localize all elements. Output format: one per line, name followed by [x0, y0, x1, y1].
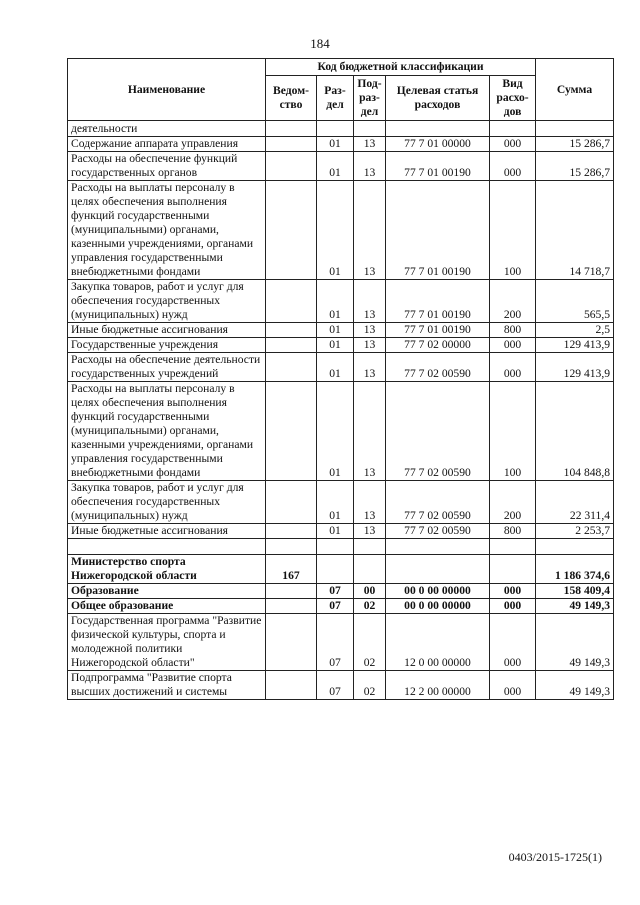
cell-name: Иные бюджетные ассигнования — [68, 524, 266, 539]
cell-type: 200 — [490, 481, 536, 524]
table-row — [68, 338, 614, 353]
cell-subsection: 00 — [354, 584, 386, 599]
cell-target: 77 7 02 00590 — [386, 382, 490, 481]
cell-sum: 2 253,7 — [536, 524, 614, 539]
table-row — [68, 323, 614, 338]
cell-target: 77 7 01 00190 — [386, 152, 490, 181]
cell-sum: 2,5 — [536, 323, 614, 338]
cell-dept — [266, 323, 317, 338]
cell-section: 01 — [317, 280, 354, 323]
cell-dept — [266, 599, 317, 614]
cell-dept — [266, 280, 317, 323]
table-row — [68, 671, 614, 700]
cell-target: 77 7 01 00000 — [386, 137, 490, 152]
cell-sum: 49 149,3 — [536, 614, 614, 671]
table-row — [68, 181, 614, 280]
cell-sum: 49 149,3 — [536, 599, 614, 614]
table-row — [68, 382, 614, 481]
cell-sum: 158 409,4 — [536, 584, 614, 599]
cell-section: 01 — [317, 137, 354, 152]
cell-type: 000 — [490, 614, 536, 671]
cell-name — [68, 539, 266, 555]
cell-name: Образование — [68, 584, 266, 599]
cell-dept — [266, 539, 317, 555]
cell-dept — [266, 671, 317, 700]
page-number: 184 — [310, 36, 330, 51]
cell-target: 00 0 00 00000 — [386, 584, 490, 599]
cell-sum: 129 413,9 — [536, 338, 614, 353]
cell-section: 01 — [317, 382, 354, 481]
cell-dept — [266, 481, 317, 524]
cell-subsection: 02 — [354, 614, 386, 671]
cell-section: 01 — [317, 323, 354, 338]
cell-sum: 1 186 374,6 — [536, 555, 614, 584]
cell-target: 00 0 00 00000 — [386, 599, 490, 614]
cell-name: Общее образование — [68, 599, 266, 614]
cell-subsection: 02 — [354, 671, 386, 700]
col-header-section: Раз-дел — [317, 76, 354, 121]
cell-dept — [266, 614, 317, 671]
table-row — [68, 614, 614, 671]
cell-subsection — [354, 539, 386, 555]
cell-name: деятельности — [68, 121, 266, 137]
cell-target: 77 7 02 00590 — [386, 353, 490, 382]
cell-name: Государственная программа "Развитие физической культуры, спорта и молодежной политики Нижегородской области" — [68, 614, 266, 671]
cell-target: 77 7 02 00590 — [386, 481, 490, 524]
cell-name: Содержание аппарата управления — [68, 137, 266, 152]
cell-section: 07 — [317, 599, 354, 614]
table-row — [68, 481, 614, 524]
cell-type: 100 — [490, 181, 536, 280]
table-row — [68, 599, 614, 614]
cell-subsection: 13 — [354, 137, 386, 152]
cell-section — [317, 555, 354, 584]
cell-sum — [536, 121, 614, 137]
cell-sum: 129 413,9 — [536, 353, 614, 382]
cell-section: 01 — [317, 152, 354, 181]
table-row — [68, 584, 614, 599]
cell-type — [490, 539, 536, 555]
cell-dept — [266, 353, 317, 382]
cell-section — [317, 539, 354, 555]
cell-name: Закупка товаров, работ и услуг для обеспечения государственных (муниципальных) нужд — [68, 481, 266, 524]
cell-type: 000 — [490, 137, 536, 152]
table-row — [68, 555, 614, 584]
cell-section: 07 — [317, 614, 354, 671]
col-header-sum: Сумма — [536, 59, 614, 121]
cell-subsection: 13 — [354, 481, 386, 524]
cell-type: 800 — [490, 323, 536, 338]
cell-subsection: 13 — [354, 280, 386, 323]
cell-section: 01 — [317, 181, 354, 280]
cell-dept: 167 — [266, 555, 317, 584]
cell-subsection: 13 — [354, 382, 386, 481]
table-row — [68, 137, 614, 152]
cell-target — [386, 539, 490, 555]
cell-target: 77 7 01 00190 — [386, 280, 490, 323]
col-header-subsection: Под-раз-дел — [354, 76, 386, 121]
cell-name: Закупка товаров, работ и услуг для обеспечения государственных (муниципальных) нужд — [68, 280, 266, 323]
col-header-dept: Ведом-ство — [266, 76, 317, 121]
cell-name: Расходы на обеспечение деятельности государственных учреждений — [68, 353, 266, 382]
cell-dept — [266, 524, 317, 539]
cell-target: 12 0 00 00000 — [386, 614, 490, 671]
cell-sum: 104 848,8 — [536, 382, 614, 481]
cell-subsection: 02 — [354, 599, 386, 614]
cell-section — [317, 121, 354, 137]
col-header-type: Вид расхо-дов — [490, 76, 536, 121]
cell-section: 07 — [317, 671, 354, 700]
col-header-group: Код бюджетной классификации — [266, 59, 536, 76]
table-row — [68, 152, 614, 181]
cell-type: 000 — [490, 599, 536, 614]
cell-name: Расходы на выплаты персоналу в целях обеспечения выполнения функций государственными (муниципальными) органами, казенными учреждениями, органами управления государственными внебюджетными фондами — [68, 382, 266, 481]
cell-section: 01 — [317, 524, 354, 539]
cell-section: 07 — [317, 584, 354, 599]
cell-sum: 49 149,3 — [536, 671, 614, 700]
cell-type: 200 — [490, 280, 536, 323]
cell-target: 12 2 00 00000 — [386, 671, 490, 700]
cell-subsection — [354, 555, 386, 584]
cell-section: 01 — [317, 338, 354, 353]
cell-sum: 15 286,7 — [536, 137, 614, 152]
cell-type: 000 — [490, 152, 536, 181]
cell-sum — [536, 539, 614, 555]
table-row — [68, 353, 614, 382]
cell-subsection: 13 — [354, 353, 386, 382]
cell-name: Иные бюджетные ассигнования — [68, 323, 266, 338]
cell-type — [490, 555, 536, 584]
table-row — [68, 121, 614, 137]
cell-sum: 14 718,7 — [536, 181, 614, 280]
cell-name: Расходы на выплаты персоналу в целях обеспечения выполнения функций государственными (муниципальными) органами, казенными учреждениями, органами управления государственными внебюджетными фондами — [68, 181, 266, 280]
cell-sum: 565,5 — [536, 280, 614, 323]
cell-target: 77 7 01 00190 — [386, 181, 490, 280]
cell-type — [490, 121, 536, 137]
cell-subsection: 13 — [354, 181, 386, 280]
table-row — [68, 539, 614, 555]
cell-name: Расходы на обеспечение функций государственных органов — [68, 152, 266, 181]
cell-sum: 15 286,7 — [536, 152, 614, 181]
table-row — [68, 280, 614, 323]
cell-type: 800 — [490, 524, 536, 539]
cell-target — [386, 555, 490, 584]
cell-subsection: 13 — [354, 152, 386, 181]
cell-dept — [266, 338, 317, 353]
cell-name: Подпрограмма "Развитие спорта высших достижений и системы — [68, 671, 266, 700]
cell-dept — [266, 137, 317, 152]
cell-dept — [266, 121, 317, 137]
cell-subsection: 13 — [354, 323, 386, 338]
document-code: 0403/2015-1725(1) — [508, 850, 602, 864]
cell-target: 77 7 02 00000 — [386, 338, 490, 353]
cell-type: 100 — [490, 382, 536, 481]
cell-type: 000 — [490, 671, 536, 700]
cell-section: 01 — [317, 481, 354, 524]
cell-dept — [266, 382, 317, 481]
cell-target: 77 7 01 00190 — [386, 323, 490, 338]
cell-subsection — [354, 121, 386, 137]
cell-subsection: 13 — [354, 524, 386, 539]
cell-dept — [266, 584, 317, 599]
cell-type: 000 — [490, 338, 536, 353]
col-header-name: Наименование — [68, 59, 266, 121]
cell-dept — [266, 181, 317, 280]
table-row — [68, 524, 614, 539]
cell-sum: 22 311,4 — [536, 481, 614, 524]
budget-table — [67, 58, 614, 700]
cell-target — [386, 121, 490, 137]
cell-type: 000 — [490, 584, 536, 599]
cell-name: Государственные учреждения — [68, 338, 266, 353]
cell-name: Министерство спорта Нижегородской области — [68, 555, 266, 584]
cell-target: 77 7 02 00590 — [386, 524, 490, 539]
cell-subsection: 13 — [354, 338, 386, 353]
cell-type: 000 — [490, 353, 536, 382]
col-header-target: Целевая статья расходов — [386, 76, 490, 121]
cell-section: 01 — [317, 353, 354, 382]
cell-dept — [266, 152, 317, 181]
